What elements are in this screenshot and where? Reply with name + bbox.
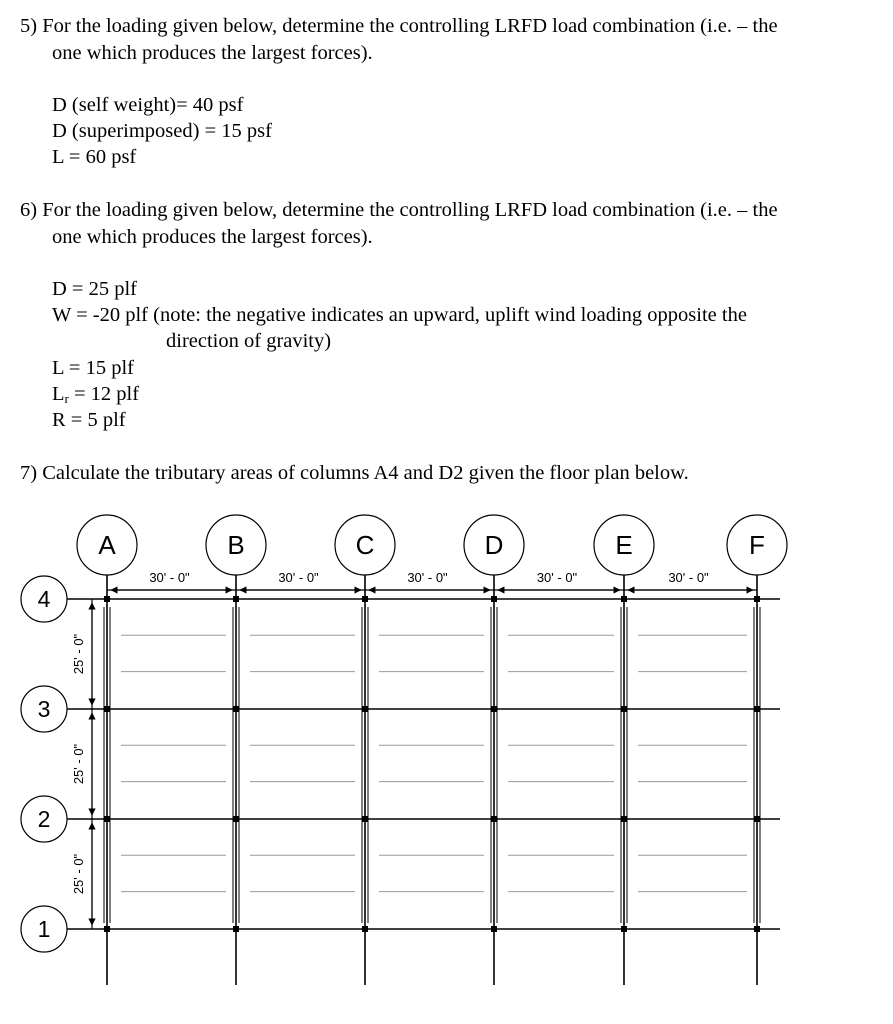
column-marker (104, 926, 110, 932)
dimensions (71, 570, 757, 929)
problem-6-load-dead: D = 25 plf (52, 278, 138, 300)
row-grid-label: 4 (37, 586, 51, 612)
column-marker (362, 816, 368, 822)
column-marker (362, 926, 368, 932)
column-marker (104, 816, 110, 822)
beam-lines (121, 635, 747, 891)
column-marker (491, 706, 497, 712)
column-spacing-label: 30' - 0" (407, 570, 448, 585)
row-spacing-label: 25' - 0" (71, 853, 86, 895)
problem-5-load-dead-self: D (self weight)= 40 psf (52, 94, 244, 116)
column-marker (104, 706, 110, 712)
row-grid-label: 1 (37, 916, 51, 942)
column-grid-label: F (749, 530, 765, 560)
column-marker (233, 926, 239, 932)
problem-6-line-1: 6) For the loading given below, determine the controlling LRFD load combination (i.e. – the (20, 199, 778, 221)
column-spacing-label: 30' - 0" (278, 570, 319, 585)
column-marker (233, 596, 239, 602)
column-marker (621, 816, 627, 822)
problem-5-line-1: 5) For the loading given below, determine the controlling LRFD load combination (i.e. – the (20, 15, 778, 37)
row-grid-label: 3 (37, 696, 51, 722)
column-spacing-label: 30' - 0" (668, 570, 709, 585)
problem-5-line-2: one which produces the largest forces). (52, 42, 373, 64)
column-marker (233, 816, 239, 822)
column-marker (621, 926, 627, 932)
row-grid-label: 2 (37, 806, 51, 832)
problem-5-load-live: L = 60 psf (52, 146, 137, 168)
roof-live-value: = 12 plf (68, 383, 140, 405)
column-marker (491, 596, 497, 602)
problem-6-load-live: L = 15 plf (52, 357, 134, 379)
column-marker (754, 926, 760, 932)
column-grid-label: C (355, 530, 375, 560)
column-marker (491, 926, 497, 932)
row-spacing-label: 25' - 0" (71, 633, 86, 675)
column-spacing-label: 30' - 0" (149, 570, 190, 585)
column-marker (754, 596, 760, 602)
column-marker (362, 706, 368, 712)
problem-6-load-rain: R = 5 plf (52, 409, 126, 431)
roof-live-symbol: L (52, 383, 65, 405)
column-marker (754, 706, 760, 712)
roof-live-subscript: r (64, 391, 69, 406)
column-grid-label: E (615, 530, 633, 560)
column-marker (233, 706, 239, 712)
row-spacing-label: 25' - 0" (71, 743, 86, 785)
column-marker (491, 816, 497, 822)
column-grid-label: A (98, 530, 116, 560)
problem-6-wind-note: direction of gravity) (166, 330, 332, 352)
column-grid-label: D (484, 530, 504, 560)
column-marker (621, 596, 627, 602)
column-marker (362, 596, 368, 602)
column-spacing-label: 30' - 0" (536, 570, 578, 585)
problem-5-load-dead-superimposed: D (superimposed) = 15 psf (52, 120, 272, 142)
column-marker (104, 596, 110, 602)
problem-7-line-1: 7) Calculate the tributary areas of columns A4 and D2 given the floor plan below. (20, 462, 689, 484)
grid-lines (67, 575, 780, 985)
problem-6-line-2: one which produces the largest forces). (52, 226, 373, 248)
column-marker (754, 816, 760, 822)
problem-6-load-wind: W = -20 plf (note: the negative indicates an upward, uplift wind loading opposite the (52, 304, 747, 326)
column-grid-label: B (227, 530, 245, 560)
column-marker (621, 706, 627, 712)
